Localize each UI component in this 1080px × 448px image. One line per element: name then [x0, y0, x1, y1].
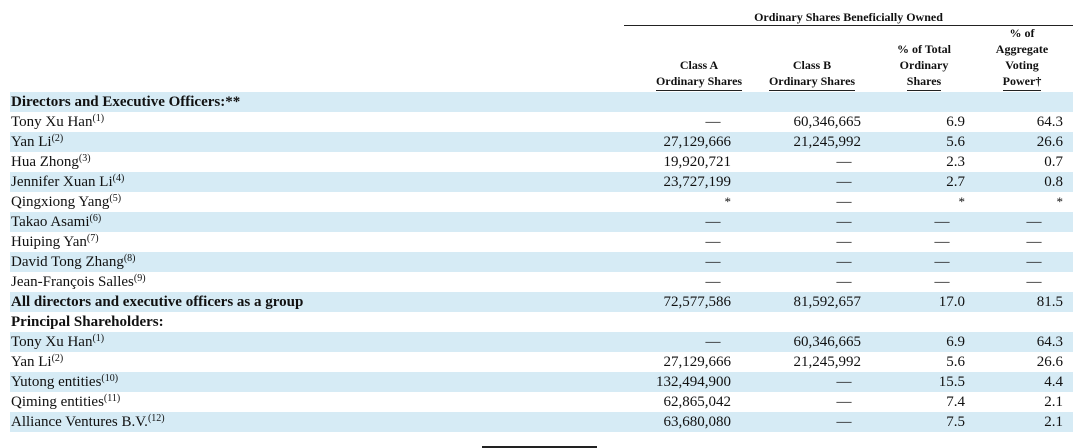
footnote-ref: (1) — [92, 113, 105, 124]
pct-voting-cell: 4.4 — [1044, 374, 1063, 390]
pct-total-cell: — — [934, 214, 950, 230]
class-b-cell: — — [836, 194, 852, 210]
table-row — [10, 392, 1073, 412]
group-header: Ordinary Shares Beneficially Owned — [754, 10, 943, 24]
class-b-cell: 60,346,665 — [793, 114, 861, 130]
pct-total-cell: — — [934, 274, 950, 290]
section-row — [10, 292, 1073, 312]
table-row — [10, 212, 1073, 232]
footnote-ref: (4) — [112, 173, 125, 184]
pct-voting-cell: 64.3 — [1036, 114, 1063, 130]
column-header-line: Shares — [907, 73, 941, 91]
column-header-line: % of Total — [896, 42, 951, 56]
class-b-cell: 21,245,992 — [793, 354, 861, 370]
column-header-line: Ordinary Shares — [656, 73, 742, 91]
row-name: Qiming entities — [11, 394, 104, 410]
row-label — [11, 252, 136, 272]
row-label — [11, 232, 99, 252]
row-label — [11, 92, 240, 112]
section-row — [10, 92, 1073, 112]
row-label — [11, 152, 91, 172]
row-label — [11, 392, 120, 412]
row-label — [11, 332, 104, 352]
class-a-cell: 72,577,586 — [663, 294, 731, 310]
row-name: Tony Xu Han — [11, 114, 93, 130]
row-name: Principal Shareholders: — [11, 314, 164, 330]
row-name: Alliance Ventures B.V. — [11, 414, 148, 430]
row-name: All directors and executive officers as a group — [11, 294, 304, 310]
table-row — [10, 372, 1073, 392]
pct-voting-cell: — — [1026, 274, 1042, 290]
column-header-line: Class A — [679, 58, 719, 72]
footnote-ref: (6) — [89, 213, 102, 224]
pct-voting-cell: — — [1026, 234, 1042, 250]
footnote-ref: (7) — [86, 233, 99, 244]
class-a-cell: 132,494,900 — [656, 374, 731, 390]
pct-voting-cell: — — [1026, 214, 1042, 230]
pct-total-cell: 5.6 — [946, 134, 965, 150]
table-row — [10, 272, 1073, 292]
class-b-cell: 60,346,665 — [793, 334, 861, 350]
class-a-cell: 27,129,666 — [663, 354, 731, 370]
class-b-cell: — — [836, 214, 852, 230]
table-row — [10, 252, 1073, 272]
footnote-ref: (8) — [123, 253, 136, 264]
pct-voting-cell: 2.1 — [1044, 414, 1063, 430]
class-b-cell: — — [836, 234, 852, 250]
class-a-cell: 63,680,080 — [663, 414, 731, 430]
class-a-cell: — — [705, 234, 721, 250]
class-a-cell: — — [705, 254, 721, 270]
pct-total-cell: 2.3 — [946, 154, 965, 170]
row-name: Yan Li — [11, 134, 52, 150]
pct-voting-cell: 0.7 — [1044, 154, 1063, 170]
class-a-cell: — — [705, 214, 721, 230]
class-b-cell: — — [836, 274, 852, 290]
row-label — [11, 192, 121, 212]
class-b-cell: 81,592,657 — [793, 294, 861, 310]
row-name: Takao Asami — [11, 214, 90, 230]
column-header-line: Class B — [792, 58, 832, 72]
table-row — [10, 352, 1073, 372]
footnote-ref: (9) — [133, 273, 146, 284]
pct-voting-cell: 26.6 — [1036, 354, 1063, 370]
class-a-cell: 19,920,721 — [663, 154, 731, 170]
footnote-ref: (2) — [51, 133, 64, 144]
table-row — [10, 132, 1073, 152]
class-b-cell: — — [836, 414, 852, 430]
pct-total-cell: 6.9 — [946, 114, 965, 130]
class-a-cell: — — [705, 274, 721, 290]
row-name: Yutong entities — [11, 374, 102, 390]
column-header-line: Power† — [1003, 73, 1042, 91]
column-header-class-b — [757, 26, 867, 91]
pct-voting-cell: 81.5 — [1036, 294, 1063, 310]
column-header-line: Aggregate — [995, 42, 1049, 56]
pct-voting-cell: 26.6 — [1036, 134, 1063, 150]
class-b-cell: — — [836, 374, 852, 390]
column-header-class-a — [624, 26, 774, 91]
row-label — [11, 172, 124, 192]
row-label — [11, 412, 165, 432]
class-a-cell: 62,865,042 — [663, 394, 731, 410]
pct-voting-cell: * — [1056, 194, 1063, 209]
table-row — [10, 112, 1073, 132]
row-name: David Tong Zhang — [11, 254, 124, 270]
class-b-cell: — — [836, 394, 852, 410]
row-label — [11, 132, 63, 152]
row-name: Jennifer Xuan Li — [11, 174, 113, 190]
row-label — [11, 112, 104, 132]
pct-total-cell: 5.6 — [946, 354, 965, 370]
table-row — [10, 232, 1073, 252]
pct-voting-cell: 64.3 — [1036, 334, 1063, 350]
column-header-line: % of — [1009, 26, 1035, 40]
class-a-cell: — — [705, 334, 721, 350]
table-row — [10, 192, 1073, 212]
pct-total-cell: — — [934, 254, 950, 270]
table-row — [10, 412, 1073, 432]
column-header-line: Voting — [1005, 58, 1039, 72]
row-name: Qingxiong Yang — [11, 194, 110, 210]
pct-voting-cell: 2.1 — [1044, 394, 1063, 410]
pct-voting-cell: 0.8 — [1044, 174, 1063, 190]
class-a-cell: 23,727,199 — [663, 174, 731, 190]
row-label — [11, 372, 118, 392]
pct-total-cell: 15.5 — [938, 374, 965, 390]
row-label — [11, 212, 101, 232]
row-name: Directors and Executive Officers:** — [11, 94, 241, 110]
section-row — [10, 312, 1073, 332]
row-name: Tony Xu Han — [11, 334, 93, 350]
class-a-cell: — — [705, 114, 721, 130]
footnote-ref: (10) — [101, 373, 119, 384]
footnote-ref: (2) — [51, 353, 64, 364]
row-name: Huiping Yan — [11, 234, 87, 250]
class-b-cell: — — [836, 154, 852, 170]
pct-total-cell: * — [958, 194, 965, 209]
row-name: Yan Li — [11, 354, 52, 370]
class-b-cell: — — [836, 174, 852, 190]
pct-total-cell: 6.9 — [946, 334, 965, 350]
footnote-ref: (1) — [92, 333, 105, 344]
class-b-cell: 21,245,992 — [793, 134, 861, 150]
row-label — [11, 272, 146, 292]
footnote-ref: (12) — [147, 413, 165, 424]
footnote-ref: (5) — [109, 193, 122, 204]
column-header-pct-total — [886, 26, 962, 91]
row-label — [11, 352, 63, 372]
row-label — [11, 292, 303, 312]
table-row — [10, 332, 1073, 352]
pct-voting-cell: — — [1026, 254, 1042, 270]
footnote-ref: (11) — [103, 393, 121, 404]
pct-total-cell: — — [934, 234, 950, 250]
pct-total-cell: 2.7 — [946, 174, 965, 190]
class-b-cell: — — [836, 254, 852, 270]
row-name: Jean-François Salles — [11, 274, 134, 290]
row-label — [11, 312, 164, 332]
pct-total-cell: 17.0 — [938, 294, 965, 310]
class-a-cell: 27,129,666 — [663, 134, 731, 150]
table-row — [10, 152, 1073, 172]
column-header-line: Ordinary — [899, 58, 949, 72]
column-header-line: Ordinary Shares — [769, 73, 855, 91]
pct-total-cell: 7.5 — [946, 414, 965, 430]
row-name: Hua Zhong — [11, 154, 79, 170]
footnote-ref: (3) — [78, 153, 91, 164]
class-a-cell: * — [724, 194, 731, 209]
column-header-pct-voting — [984, 26, 1060, 91]
pct-total-cell: 7.4 — [946, 394, 965, 410]
table-row — [10, 172, 1073, 192]
